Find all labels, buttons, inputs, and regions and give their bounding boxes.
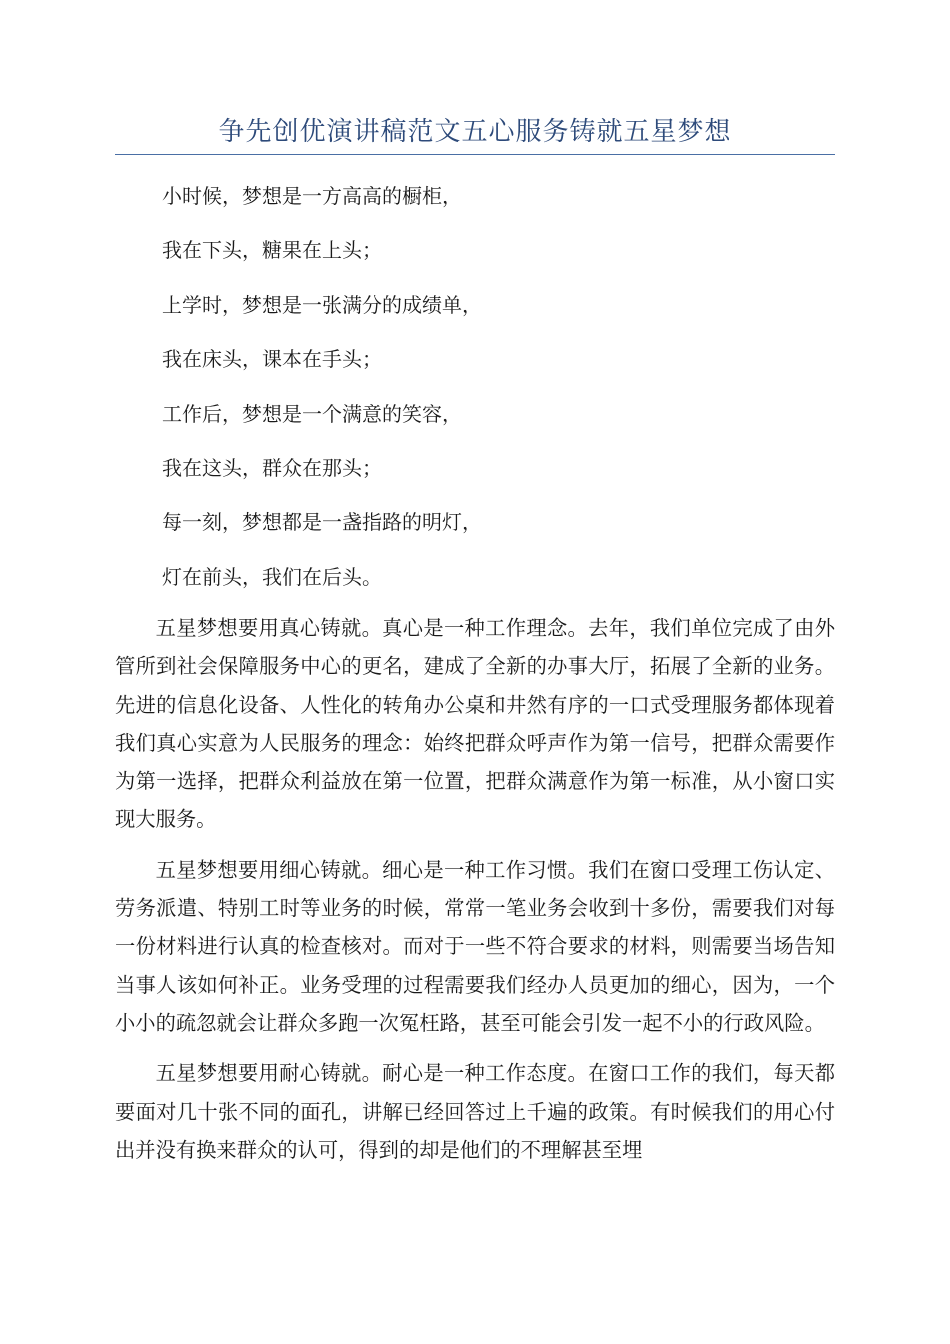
poem-line: 每一刻，梦想都是一盏指路的明灯，	[162, 510, 482, 535]
poem-block	[162, 178, 482, 613]
poem-line: 我在这头，群众在那头；	[162, 455, 382, 480]
poem-line: 工作后，梦想是一个满意的笑容，	[162, 401, 462, 426]
body-text	[115, 609, 835, 1181]
paragraph-carefulness: 五星梦想要用细心铸就。细心是一种工作习惯。我们在窗口受理工伤认定、劳务派遣、特别工时等业务的时候，常常一笔业务会收到十多份，需要我们对每一份材料进行认真的检查核对。而对于一些不符合要求的材料，则需要当场告知当事人该如何补正。业务受理的过程需要我们经办人员更加的细心，因为，一个小小的疏忽就会让群众多跑一次冤枉路，甚至可能会引发一起不小的行政风险。	[115, 857, 835, 1035]
poem-line: 小时候，梦想是一方高高的橱柜，	[162, 184, 462, 208]
poem-line: 灯在前头，我们在后头。	[162, 564, 382, 589]
poem-line: 我在下头，糖果在上头；	[162, 238, 382, 263]
paragraph-sincerity: 五星梦想要用真心铸就。真心是一种工作理念。去年，我们单位完成了由外管所到社会保障服务中心的更名，建成了全新的办事大厅，拓展了全新的业务。先进的信息化设备、人性化的转角办公桌和井然有序的一口式受理服务都体现着我们真心实意为人民服务的理念：始终把群众呼声作为第一信号，把群众需要作为第一选择，把群众利益放在第一位置，把群众满意作为第一标准，从小窗口实现大服务。	[115, 616, 835, 832]
poem-line: 上学时，梦想是一张满分的成绩单，	[162, 292, 482, 317]
poem-line: 我在床头，课本在手头；	[162, 347, 382, 372]
paragraph-patience: 五星梦想要用耐心铸就。耐心是一种工作态度。在窗口工作的我们，每天都要面对几十张不同的面孔，讲解已经回答过上千遍的政策。有时候我们的用心付出并没有换来群众的认可，得到的却是他们的不理解甚至埋	[115, 1061, 835, 1162]
title-underline	[115, 154, 835, 155]
document-title: 争先创优演讲稿范文五心服务铸就五星梦想	[218, 117, 732, 147]
